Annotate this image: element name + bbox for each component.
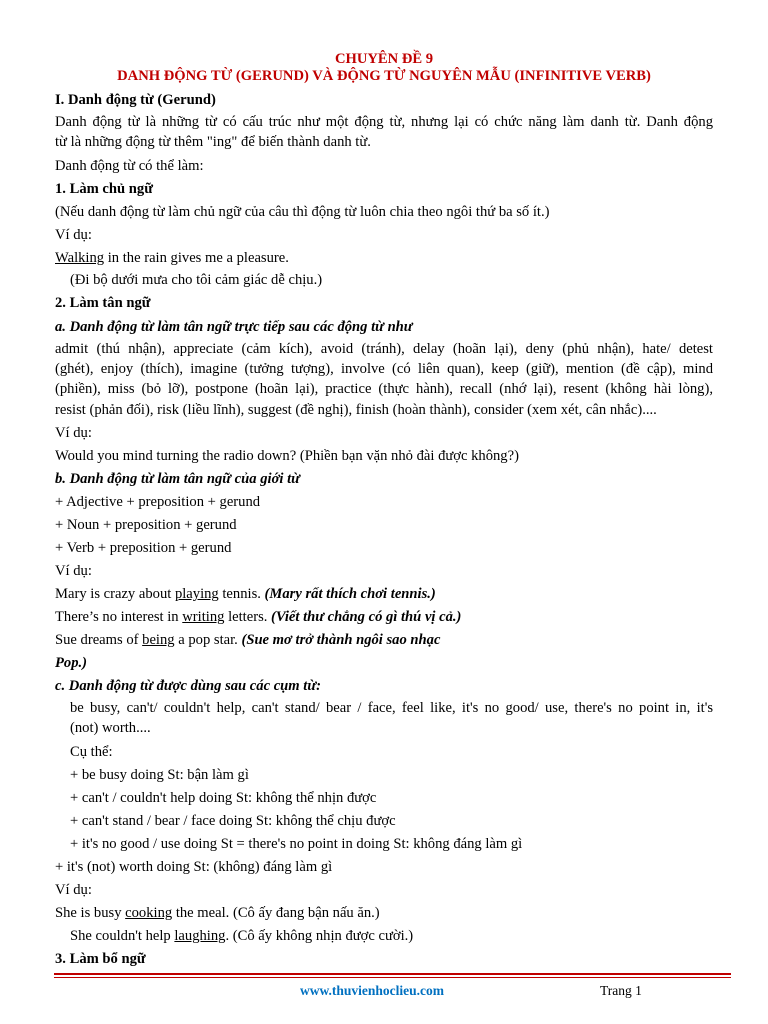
subject-note: (Nếu danh động từ làm chủ ngữ của câu thì động từ luôn chia theo ngôi thứ ba số ít.) xyxy=(55,204,550,220)
intro-line-2: từ là những động từ thêm "ing" để biến thành danh từ. xyxy=(55,134,371,150)
example-label: Ví dụ: xyxy=(55,563,92,579)
intro-functions: Danh động từ có thể làm: xyxy=(55,158,204,174)
subheading-object: 2. Làm tân ngữ xyxy=(55,295,151,311)
section-heading-gerund: I. Danh động từ (Gerund) xyxy=(55,92,216,108)
example-text: the meal. (Cô ấy đang bận nấu ăn.) xyxy=(172,905,380,921)
verb-list-line-4: resist (phản đối), risk (liều lĩnh), suggest (đề nghị), finish (hoàn thành), consider (xem xét, cân nhắc).... xyxy=(55,402,657,418)
structure-line: + Verb + preposition + gerund xyxy=(55,540,232,556)
phrase-item: + can't / couldn't help doing St: không thể nhịn được xyxy=(70,790,377,806)
example-text: Mary is crazy about xyxy=(55,586,175,602)
example-text: tennis. xyxy=(218,586,265,602)
topic-title: CHUYÊN ĐỀ 9 xyxy=(334,51,434,67)
example-text: in the rain gives me a pleasure. xyxy=(104,250,289,266)
example-text: There’s no interest in xyxy=(55,609,183,625)
example-text: She is busy xyxy=(55,905,126,921)
example-sentence xyxy=(55,904,713,922)
example-sentence xyxy=(70,927,713,945)
document-title: DANH ĐỘNG TỪ (GERUND) VÀ ĐỘNG TỪ NGUYÊN MẪU (INFINITIVE VERB) xyxy=(117,68,651,84)
subheading-subject: 1. Làm chủ ngữ xyxy=(55,181,153,197)
verb-list-line-1: admit (thú nhận), appreciate (cảm kích), avoid (tránh), delay (hoãn lại), deny (phủ nhận), hate/ detest xyxy=(55,341,713,357)
example-text: letters. xyxy=(224,609,272,625)
example-text: She couldn't help xyxy=(70,928,175,944)
subheading-b: b. Danh động từ làm tân ngữ của giới từ xyxy=(55,471,300,487)
phrase-list-line-1: be busy, can't/ couldn't help, can't stand/ bear / face, feel like, it's no good/ use, there's no point in, it's xyxy=(70,700,713,716)
example-translation-cont: Pop.) xyxy=(55,655,88,671)
example-label: Ví dụ: xyxy=(55,882,92,898)
example-sentence xyxy=(55,585,713,603)
page-number: Trang 1 xyxy=(600,983,642,998)
gerund-word: laughing xyxy=(174,928,226,944)
example-translation: (Đi bộ dưới mưa cho tôi cảm giác dễ chịu.) xyxy=(70,272,323,288)
example-label: Ví dụ: xyxy=(55,227,92,243)
example-translation: (Sue mơ trở thành ngôi sao nhạc xyxy=(241,632,441,648)
subheading-c: c. Danh động từ được dùng sau các cụm từ: xyxy=(55,678,321,694)
example-sentence xyxy=(55,249,713,267)
structure-line: + Adjective + preposition + gerund xyxy=(55,494,261,510)
example-text: a pop star. xyxy=(174,632,242,648)
gerund-word: Walking xyxy=(55,250,105,266)
phrase-list-line-2: (not) worth.... xyxy=(70,720,151,736)
gerund-word: being xyxy=(142,632,175,648)
subheading-complement: 3. Làm bổ ngữ xyxy=(55,951,146,967)
gerund-word: writing xyxy=(182,609,225,625)
example-sentence xyxy=(55,631,713,649)
specifically-label: Cụ thể: xyxy=(70,744,113,760)
subheading-a: a. Danh động từ làm tân ngữ trực tiếp sau các động từ như xyxy=(55,319,413,335)
example-text: Sue dreams of xyxy=(55,632,143,648)
verb-list-line-3: (phiền), miss (bỏ lỡ), postpone (hoãn lại), practice (thực hành), recall (nhớ lại), resent (không hài lòng), xyxy=(55,381,713,397)
footer-rule-thin xyxy=(54,977,731,978)
phrase-item: + can't stand / bear / face doing St: không thể chịu được xyxy=(70,813,396,829)
example-text: . (Cô ấy không nhịn được cười.) xyxy=(225,928,414,944)
phrase-item: + it's no good / use doing St = there's no point in doing St: không đáng làm gì xyxy=(70,836,523,852)
gerund-word: cooking xyxy=(125,905,173,921)
intro-line-1: Danh động từ là những từ có cấu trúc như một động từ, nhưng lại có chức năng làm danh từ. Danh động xyxy=(55,114,713,130)
phrase-item: + it's (not) worth doing St: (không) đáng làm gì xyxy=(55,859,333,875)
example-translation: (Viết thư chẳng có gì thú vị cả.) xyxy=(271,609,462,625)
example-sentence xyxy=(55,608,713,626)
footer-website-link[interactable]: www.thuvienhoclieu.com xyxy=(300,983,445,998)
example-label: Ví dụ: xyxy=(55,425,92,441)
phrase-item: + be busy doing St: bận làm gì xyxy=(70,767,249,783)
structure-line: + Noun + preposition + gerund xyxy=(55,517,237,533)
example-translation: (Mary rất thích chơi tennis.) xyxy=(264,586,436,602)
gerund-word: playing xyxy=(174,586,219,602)
example-sentence: Would you mind turning the radio down? (Phiền bạn vặn nhỏ đài được không?) xyxy=(55,448,519,464)
footer-rule xyxy=(54,973,731,975)
verb-list-line-2: (ghét), enjoy (thích), imagine (tưởng tượng), involve (có liên quan), keep (giữ), mention (đề cập), mind xyxy=(55,361,713,377)
